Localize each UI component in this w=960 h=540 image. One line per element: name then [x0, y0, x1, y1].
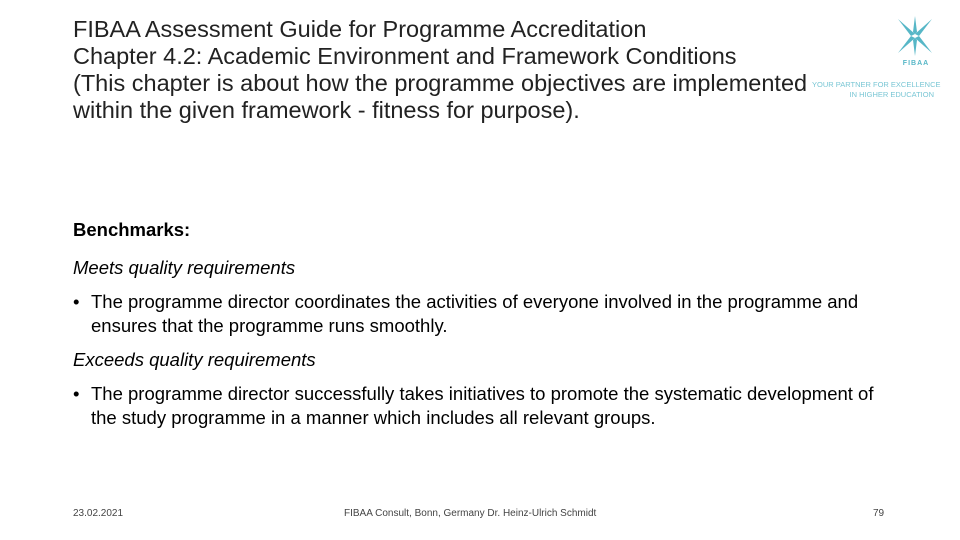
footer-center: FIBAA Consult, Bonn, Germany Dr. Heinz-Ulrich Schmidt — [344, 508, 597, 519]
title-line-4: within the given framework - fitness for purpose). — [73, 97, 580, 123]
benchmarks-heading: Benchmarks: — [73, 219, 191, 240]
title-line-3: (This chapter is about how the programme objectives are implemented — [73, 70, 808, 96]
logo-tagline-line-1: YOUR PARTNER FOR EXCELLENCE — [812, 80, 941, 89]
bullet-item — [73, 290, 893, 338]
logo-tagline-line-2: IN HIGHER EDUCATION — [849, 90, 934, 99]
logo-wordmark: FIBAA — [902, 60, 930, 67]
fibaa-star-icon — [896, 16, 934, 56]
exceeds-quality-label: Exceeds quality requirements — [73, 349, 316, 370]
bullet-text: The programme director coordinates the activities of everyone involved in the programme and ensures that the programme runs smoothly. — [91, 291, 859, 336]
bullet-text: The programme director successfully takes initiatives to promote the systematic development of the study programme in a manner which includes all relevant groups. — [91, 383, 874, 428]
bullet-item — [73, 382, 893, 430]
title-line-1: FIBAA Assessment Guide for Programme Accreditation — [73, 16, 647, 42]
title-line-2: Chapter 4.2: Academic Environment and Framework Conditions — [73, 43, 737, 69]
fibaa-logo — [812, 14, 957, 104]
footer-date: 23.02.2021 — [73, 508, 124, 519]
bullet-dot: • — [73, 291, 80, 312]
bullet-dot: • — [73, 383, 80, 404]
slide-body — [73, 218, 893, 440]
page-number: 79 — [873, 508, 885, 519]
logo-tagline — [812, 80, 941, 100]
meets-quality-label: Meets quality requirements — [73, 257, 296, 278]
